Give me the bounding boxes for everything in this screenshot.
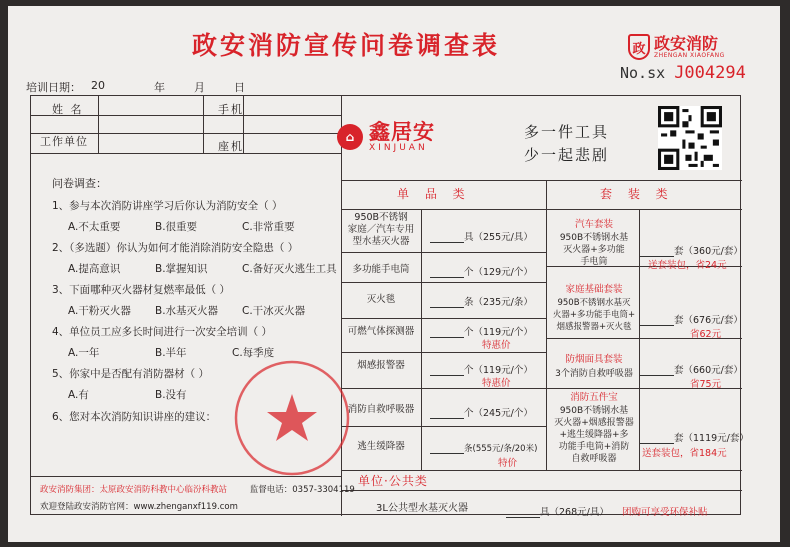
divider: [341, 470, 742, 471]
xinjuan-logo: [337, 101, 549, 173]
single-item-2-name: 多功能手电筒: [352, 264, 410, 275]
serial-number: [620, 63, 746, 83]
official-seal: [232, 358, 352, 478]
single-item-1-name: 950B不锈钢 家庭／汽车专用 型水基灭火器: [347, 212, 415, 247]
divider: [341, 209, 742, 210]
option-5a[interactable]: A.有: [68, 389, 89, 401]
option-3b[interactable]: B.水基灭火器: [155, 305, 219, 317]
option-1c[interactable]: C.非常重要: [242, 221, 295, 233]
set-1-title: 汽车套装: [574, 219, 613, 230]
house-icon: ⌂: [337, 124, 363, 150]
name-field[interactable]: [98, 97, 202, 115]
option-5b[interactable]: B.没有: [155, 389, 187, 401]
date-day[interactable]: 日: [234, 81, 245, 94]
option-4a[interactable]: A.一年: [68, 347, 100, 359]
single-item-5-qty[interactable]: [430, 362, 533, 376]
footer-group: [40, 483, 355, 495]
set-3-desc: 3个消防自救呼吸器: [555, 369, 633, 379]
serial-value: J004294: [674, 63, 746, 83]
single-item-6-name: 消防自救呼吸器: [347, 404, 415, 415]
divider: [341, 426, 546, 427]
date-label: 培训日期：: [26, 81, 81, 94]
option-2b[interactable]: B.掌握知识: [155, 263, 208, 275]
question-2: 2、（多选题）你认为如何才能消除消防安全隐患（ ）: [52, 242, 299, 254]
divider: [341, 252, 546, 253]
public-item-qty[interactable]: [506, 504, 609, 518]
footer-group-value: 太原政安消防科教中心临汾科教站: [99, 485, 228, 495]
question-1: 1、参与本次消防讲座学习后你认为消防安全（ ）: [52, 200, 283, 212]
set-3-title: 防烟面具套装: [565, 354, 623, 365]
divider: [341, 388, 546, 389]
single-item-5-name: 烟感报警器: [357, 360, 405, 371]
date-year-prefix: 20: [91, 79, 105, 92]
divider: [341, 318, 546, 319]
mobile-label: 手机: [218, 103, 244, 116]
footer-phone-label: 监督电话：: [249, 485, 293, 495]
set-1-desc: 950B不锈钢水基 灭火器+多功能 手电筒: [559, 233, 629, 267]
single-item-4-name: 可燃气体探测器: [347, 326, 415, 337]
survey-title: 问卷调查：: [52, 177, 107, 190]
option-4c[interactable]: C.每季度: [232, 347, 275, 359]
single-item-5-unit: 个（119元/个）: [464, 365, 533, 376]
date-month[interactable]: 月: [194, 81, 205, 94]
single-item-2-unit: 个（129元/个）: [464, 267, 533, 278]
slogan-line-2: 少一起悲剧: [524, 146, 610, 164]
option-3a[interactable]: A.干粉灭火器: [68, 305, 131, 317]
public-item-name: 3L公共型水基灭火器: [376, 503, 468, 514]
single-item-4-qty[interactable]: [430, 324, 533, 338]
divider: [203, 96, 204, 153]
single-item-4-note: 特惠价: [482, 340, 511, 351]
set-1-promo: 送套装包，省24元: [648, 260, 727, 271]
question-5: 5、你家中是否配有消防器材（ ）: [52, 368, 210, 380]
single-item-7-name: 逃生缓降器: [357, 441, 405, 452]
set-1-price: 套（360元/套）: [674, 246, 743, 257]
company-field[interactable]: [98, 133, 202, 152]
single-item-1-unit: 具（255元/具）: [464, 232, 533, 243]
option-2c[interactable]: C.备好灭火逃生工具: [242, 263, 337, 275]
name-label: 姓 名: [52, 103, 84, 116]
set-4-price: 套（1119元/套）: [674, 433, 749, 444]
set-2-price: 套（676元/套）: [674, 315, 743, 326]
single-section-header: 单 品 类: [397, 187, 471, 201]
single-item-6-unit: 个（245元/个）: [464, 408, 533, 419]
xinjuan-name: 鑫居安: [369, 120, 435, 144]
public-item-unit: 具（268元/具）: [540, 507, 609, 518]
question-4: 4、单位员工应多长时间进行一次安全培训（ ）: [52, 326, 273, 338]
footer-group-label: 政安消防集团：: [40, 485, 100, 495]
divider: [31, 153, 341, 154]
single-item-7-note: 特价: [498, 458, 518, 469]
set-3-qty[interactable]: [640, 362, 743, 376]
set-4-qty[interactable]: [640, 430, 749, 444]
set-2-qty[interactable]: [640, 312, 743, 326]
single-item-1-qty[interactable]: [430, 229, 533, 243]
set-2-promo: 省62元: [690, 329, 722, 340]
set-4-title: 消防五件宝: [570, 392, 618, 403]
set-4-desc: 950B不锈钢水基 灭火器+烟感报警器 +逃生缓降器+多 功能手电筒+消防 自救呼吸器: [554, 406, 634, 464]
single-item-3-qty[interactable]: [430, 294, 533, 308]
qr-code-icon[interactable]: [658, 106, 722, 170]
option-4b[interactable]: B.半年: [155, 347, 187, 359]
divider: [341, 352, 546, 353]
footer-site: [40, 500, 238, 512]
single-item-3-name: 灭火毯: [366, 294, 396, 305]
form-title: 政安消防宣传问卷调查表: [192, 31, 501, 60]
serial-prefix: No.sx: [620, 64, 666, 82]
single-item-7-unit: 条(555元/条/20米): [464, 444, 538, 454]
company-label: 工作单位: [40, 135, 88, 148]
slogan-line-1: 多一件工具: [524, 123, 610, 141]
set-2-title: 家庭基础套装: [565, 284, 623, 295]
single-item-6-qty[interactable]: [430, 405, 533, 419]
single-item-3-unit: 条（235元/条）: [464, 297, 533, 308]
divider: [341, 180, 742, 181]
question-6: 6、您对本次消防知识讲座的建议：: [52, 411, 217, 423]
question-3: 3、下面哪种灭火器材复燃率最低（ ）: [52, 284, 231, 296]
option-1b[interactable]: B.很重要: [155, 221, 198, 233]
set-3-promo: 省75元: [690, 379, 722, 390]
option-2a[interactable]: A.提高意识: [68, 263, 121, 275]
footer-site-value[interactable]: www.zhenganxf119.com: [133, 502, 238, 512]
divider: [341, 490, 742, 491]
landline-label: 座机: [218, 140, 244, 153]
mobile-field[interactable]: [244, 97, 339, 115]
set-section-header: 套 装 类: [600, 187, 674, 201]
set-4-promo: 送套装包，省184元: [642, 448, 727, 459]
landline-field[interactable]: [244, 133, 339, 152]
date-year[interactable]: 年: [154, 81, 165, 94]
single-item-7-qty[interactable]: [430, 442, 537, 454]
single-item-5-note: 特惠价: [482, 378, 511, 389]
single-item-4-unit: 个（119元/个）: [464, 327, 533, 338]
divider: [341, 282, 546, 283]
public-section-header: 单位·公共类: [358, 474, 428, 488]
footer-site-label: 欢迎登陆政安消防官网：: [40, 502, 134, 512]
option-1a[interactable]: A.不太重要: [68, 221, 121, 233]
set-2-desc: 950B不锈钢水基灭 火器+多功能手电筒+ 烟感报警器+灭火毯: [552, 298, 636, 332]
public-item-promo: 团购可享受环保补贴: [622, 507, 708, 518]
brand-name: 政安消防: [654, 33, 719, 53]
single-item-2-qty[interactable]: [430, 264, 533, 278]
set-3-price: 套（660元/套）: [674, 365, 743, 376]
option-3c[interactable]: C.干冰灭火器: [242, 305, 306, 317]
divider: [421, 209, 422, 470]
footer-phone-value: 0357-3304119: [292, 485, 355, 495]
zhengan-brand-logo: [628, 34, 725, 60]
set-1-qty[interactable]: [640, 243, 743, 257]
shield-icon: 政: [628, 34, 650, 60]
xinjuan-pinyin: XINJUAN: [369, 143, 428, 153]
training-date: [26, 79, 245, 95]
brand-english: ZHENGAN XIAOFANG: [654, 51, 725, 59]
